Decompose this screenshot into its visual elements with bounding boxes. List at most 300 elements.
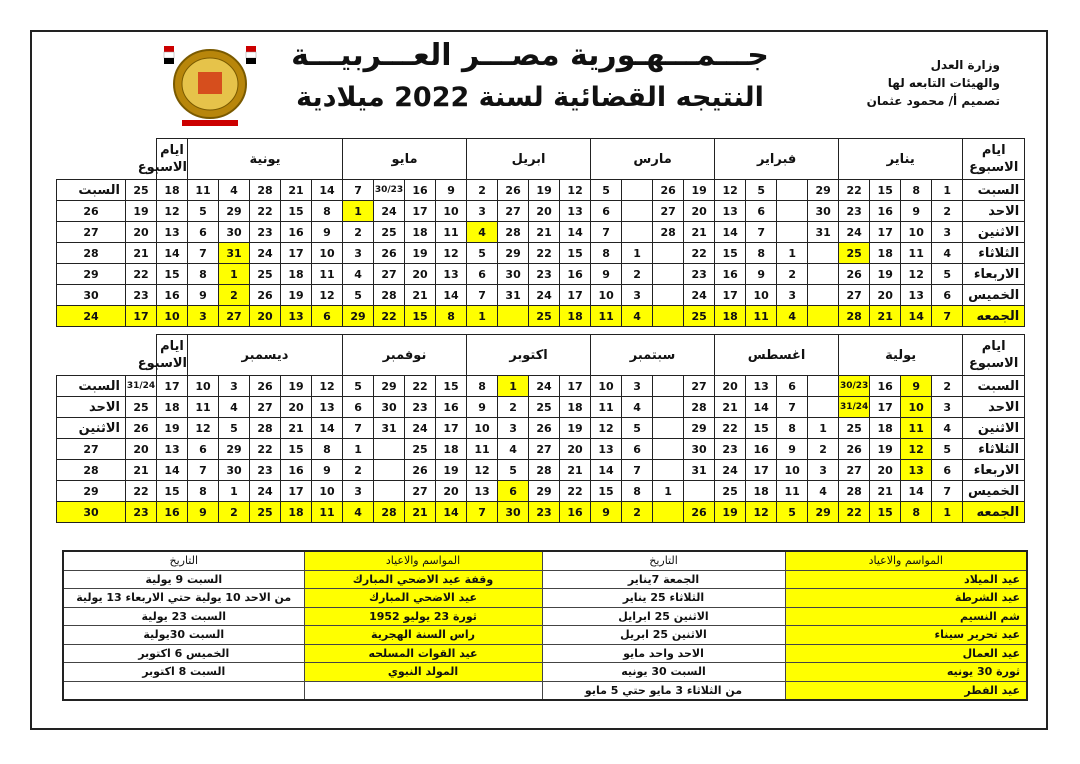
day-cell: 27 (374, 264, 405, 285)
day-cell: 13 (436, 264, 467, 285)
day-cell: 8 (467, 376, 498, 397)
month-header: نوفمبر (343, 335, 467, 376)
day-cell: 9 (591, 502, 622, 523)
calendar-first-half (56, 138, 1025, 327)
day-cell: 27 (405, 481, 436, 502)
day-cell: 21 (560, 460, 591, 481)
day-cell: 11 (591, 397, 622, 418)
day-cell: 15 (405, 306, 436, 327)
date-column-header: التاريخ (542, 551, 785, 570)
day-cell: 1 (498, 376, 529, 397)
day-cell: 20 (436, 481, 467, 502)
day-cell: 7 (343, 418, 374, 439)
day-cell: 18 (746, 481, 777, 502)
day-cell: 3 (622, 285, 653, 306)
day-cell: 11 (901, 418, 932, 439)
day-cell: 12 (591, 418, 622, 439)
day-cell: 22 (250, 439, 281, 460)
day-cell (653, 264, 684, 285)
day-cell: 26 (126, 418, 157, 439)
day-cell: 25 (684, 306, 715, 327)
day-cell: 4 (777, 306, 808, 327)
holidays-table (62, 550, 1028, 701)
day-cell: 23 (126, 285, 157, 306)
day-cell: 1 (932, 180, 963, 201)
day-cell: 4 (622, 306, 653, 327)
day-cell: 26 (250, 376, 281, 397)
day-cell: 24 (250, 481, 281, 502)
day-cell: 19 (281, 376, 312, 397)
day-cell (653, 418, 684, 439)
day-cell (374, 439, 405, 460)
holiday-date: الاثنين 25 ابريل (542, 626, 785, 645)
day-cell: 30 (374, 397, 405, 418)
month-header: سبتمبر (591, 335, 715, 376)
day-cell: 28 (529, 460, 560, 481)
holiday-date: الاثنين 25 ابرايل (542, 607, 785, 626)
day-cell: 26 (839, 439, 870, 460)
day-cell: 11 (591, 306, 622, 327)
holiday-name: عيد الفطر (785, 681, 1027, 700)
holiday-name: عيد الشرطة (785, 589, 1027, 608)
days-header: ايام الاسبوع (963, 139, 1025, 180)
day-cell: 7 (622, 460, 653, 481)
weekday-label: الثلاثاء (963, 243, 1025, 264)
day-cell: 5 (746, 180, 777, 201)
day-cell: 18 (560, 306, 591, 327)
day-cell: 1 (219, 481, 250, 502)
day-cell: 30 (57, 502, 126, 523)
month-header: يونية (188, 139, 343, 180)
day-cell: 1 (777, 243, 808, 264)
day-cell: 9 (312, 460, 343, 481)
month-header: ابريل (467, 139, 591, 180)
publisher-block (867, 56, 1000, 110)
day-cell: 25 (529, 397, 560, 418)
day-cell: 26 (839, 264, 870, 285)
weekday-label: الخميس (963, 481, 1025, 502)
day-cell: 19 (715, 502, 746, 523)
day-cell: 2 (343, 460, 374, 481)
day-cell: 19 (560, 418, 591, 439)
day-cell: 29 (343, 306, 374, 327)
day-cell: 9 (901, 201, 932, 222)
day-cell: 12 (312, 376, 343, 397)
day-cell: 2 (808, 439, 839, 460)
holiday-date: الخميس 6 اكتوبر (63, 644, 304, 663)
day-cell: 30 (219, 222, 250, 243)
day-cell: 14 (591, 460, 622, 481)
weekday-label: الاثنين (963, 418, 1025, 439)
holiday-date: السبت 8 اكتوبر (63, 663, 304, 682)
day-cell: 24 (684, 285, 715, 306)
day-cell (808, 243, 839, 264)
day-cell: 2 (343, 222, 374, 243)
day-cell: 24 (839, 222, 870, 243)
day-cell: 29 (498, 243, 529, 264)
day-cell: 19 (529, 180, 560, 201)
day-cell: 7 (188, 243, 219, 264)
day-cell: 6 (622, 439, 653, 460)
day-cell: 25 (839, 418, 870, 439)
date-column-header: التاريخ (63, 551, 304, 570)
day-cell: 17 (560, 285, 591, 306)
day-cell: 14 (560, 222, 591, 243)
weekday-label: الاحد (963, 201, 1025, 222)
day-cell: 27 (219, 306, 250, 327)
day-cell: 7 (467, 285, 498, 306)
weekday-label: السبت (963, 180, 1025, 201)
day-cell (374, 460, 405, 481)
day-cell: 15 (157, 481, 188, 502)
holiday-name: راس السنة الهجرية (304, 626, 542, 645)
weekday-label: الاحد (963, 397, 1025, 418)
day-cell: 15 (870, 180, 901, 201)
day-cell: 24 (250, 243, 281, 264)
month-header: يناير (839, 139, 963, 180)
holiday-date: السبت 30يولية (63, 626, 304, 645)
day-cell: 6 (312, 306, 343, 327)
designer-credit: تصميم أ/ محمود عثمان (866, 94, 1000, 108)
day-cell: 15 (560, 243, 591, 264)
day-cell: 7 (591, 222, 622, 243)
holiday-date: السبت 9 يولية (63, 570, 304, 589)
day-cell: 27 (498, 201, 529, 222)
day-cell (777, 180, 808, 201)
day-cell: 30 (808, 201, 839, 222)
day-cell: 10 (188, 376, 219, 397)
page-subtitle: النتيجه القضائية لسنة 2022 ميلادية (296, 82, 764, 113)
day-cell: 27 (57, 222, 126, 243)
day-cell: 26 (405, 460, 436, 481)
day-cell: 28 (839, 481, 870, 502)
day-cell: 2 (777, 264, 808, 285)
day-cell: 4 (498, 439, 529, 460)
days-header: ايام الاسبوع (157, 335, 188, 376)
weekday-label: الخميس (963, 285, 1025, 306)
day-cell: 12 (560, 180, 591, 201)
day-cell: 16 (560, 502, 591, 523)
day-cell: 29 (808, 502, 839, 523)
day-cell: 30/23 (839, 376, 870, 397)
day-cell: 3 (343, 243, 374, 264)
holiday-column-header: المواسم والاعياد (785, 551, 1027, 570)
day-cell: 19 (281, 285, 312, 306)
holiday-name: وقفة عيد الاضحي المبارك (304, 570, 542, 589)
day-cell (808, 376, 839, 397)
holiday-name (304, 681, 542, 700)
day-cell (808, 306, 839, 327)
holiday-name: ثورة 30 يونيه (785, 663, 1027, 682)
day-cell: 25 (126, 180, 157, 201)
day-cell: 17 (157, 376, 188, 397)
day-cell: 17 (870, 222, 901, 243)
day-cell: 12 (901, 439, 932, 460)
day-cell: 15 (746, 418, 777, 439)
weekday-label: الجمعه (963, 306, 1025, 327)
month-header: يولية (839, 335, 963, 376)
day-cell: 22 (839, 180, 870, 201)
day-cell: 23 (529, 264, 560, 285)
day-cell: 2 (219, 285, 250, 306)
day-cell: 22 (529, 243, 560, 264)
holiday-name: عيد القوات المسلحه (304, 644, 542, 663)
day-cell: 20 (405, 264, 436, 285)
day-cell: 10 (467, 418, 498, 439)
day-cell: 5 (622, 418, 653, 439)
day-cell: 11 (901, 243, 932, 264)
day-cell: 12 (746, 502, 777, 523)
day-cell: 28 (374, 285, 405, 306)
holiday-name: ثورة 23 يوليو 1952 (304, 607, 542, 626)
day-cell (777, 222, 808, 243)
day-cell: 4 (343, 502, 374, 523)
day-cell (653, 306, 684, 327)
day-cell: 24 (405, 418, 436, 439)
day-cell: 1 (808, 418, 839, 439)
day-cell: 14 (746, 397, 777, 418)
day-cell: 2 (622, 264, 653, 285)
day-cell: 5 (498, 460, 529, 481)
day-cell: 19 (436, 460, 467, 481)
day-cell: 16 (157, 285, 188, 306)
day-cell: 25 (374, 222, 405, 243)
day-cell: 29 (374, 376, 405, 397)
day-cell: 2 (219, 502, 250, 523)
day-cell: 20 (684, 201, 715, 222)
day-cell: 21 (281, 180, 312, 201)
day-cell (653, 285, 684, 306)
day-cell (808, 397, 839, 418)
weekday-label: السبت (57, 376, 126, 397)
day-cell: 8 (901, 180, 932, 201)
day-cell: 2 (498, 397, 529, 418)
day-cell: 12 (436, 243, 467, 264)
day-cell: 6 (591, 201, 622, 222)
day-cell: 16 (870, 201, 901, 222)
day-cell: 9 (901, 376, 932, 397)
day-cell: 11 (188, 397, 219, 418)
weekday-label: الاثنين (57, 418, 126, 439)
day-cell: 24 (715, 460, 746, 481)
day-cell: 8 (188, 264, 219, 285)
day-cell: 2 (932, 201, 963, 222)
day-cell: 12 (188, 418, 219, 439)
day-cell: 16 (560, 264, 591, 285)
day-cell (653, 376, 684, 397)
day-cell: 20 (281, 397, 312, 418)
day-cell: 30 (684, 439, 715, 460)
day-cell: 31 (498, 285, 529, 306)
day-cell: 28 (57, 243, 126, 264)
day-cell: 10 (777, 460, 808, 481)
day-cell (374, 481, 405, 502)
day-cell: 14 (157, 243, 188, 264)
day-cell: 25 (405, 439, 436, 460)
weekday-label: السبت (963, 376, 1025, 397)
day-cell: 13 (591, 439, 622, 460)
day-cell: 20 (126, 439, 157, 460)
day-cell: 1 (467, 306, 498, 327)
day-cell: 17 (436, 418, 467, 439)
day-cell: 11 (312, 502, 343, 523)
day-cell (653, 502, 684, 523)
day-cell: 2 (932, 376, 963, 397)
day-cell: 16 (157, 502, 188, 523)
day-cell: 17 (746, 460, 777, 481)
day-cell: 13 (746, 376, 777, 397)
day-cell (684, 481, 715, 502)
day-cell: 14 (901, 306, 932, 327)
day-cell: 22 (405, 376, 436, 397)
day-cell: 31/24 (839, 397, 870, 418)
day-cell: 25 (715, 481, 746, 502)
holiday-name: المولد النبوي (304, 663, 542, 682)
day-cell: 22 (560, 481, 591, 502)
day-cell: 18 (405, 222, 436, 243)
day-cell: 23 (715, 439, 746, 460)
day-cell: 4 (343, 264, 374, 285)
day-cell: 27 (529, 439, 560, 460)
day-cell: 6 (498, 481, 529, 502)
day-cell: 1 (653, 481, 684, 502)
day-cell: 13 (560, 201, 591, 222)
day-cell: 3 (343, 481, 374, 502)
page-title: جـــمـــهـورية مصـــر العـــربيـــة (291, 38, 769, 73)
day-cell: 28 (653, 222, 684, 243)
day-cell: 26 (653, 180, 684, 201)
day-cell: 10 (436, 201, 467, 222)
day-cell: 23 (839, 201, 870, 222)
day-cell: 20 (126, 222, 157, 243)
day-cell: 17 (405, 201, 436, 222)
day-cell: 26 (57, 201, 126, 222)
day-cell: 21 (405, 285, 436, 306)
day-cell: 10 (746, 285, 777, 306)
day-cell: 10 (591, 376, 622, 397)
day-cell: 23 (126, 502, 157, 523)
day-cell: 30/23 (374, 180, 405, 201)
day-cell: 10 (591, 285, 622, 306)
day-cell: 27 (653, 201, 684, 222)
day-cell: 11 (436, 222, 467, 243)
day-cell: 9 (467, 397, 498, 418)
day-cell: 10 (312, 481, 343, 502)
day-cell: 28 (839, 306, 870, 327)
day-cell: 11 (188, 180, 219, 201)
day-cell (808, 285, 839, 306)
holiday-date: الاحد واحد مايو (542, 644, 785, 663)
day-cell: 21 (126, 460, 157, 481)
day-cell: 28 (498, 222, 529, 243)
day-cell: 10 (901, 397, 932, 418)
day-cell: 21 (715, 397, 746, 418)
day-cell: 27 (684, 376, 715, 397)
day-cell: 31 (219, 243, 250, 264)
day-cell: 6 (777, 376, 808, 397)
day-cell: 10 (312, 243, 343, 264)
day-cell: 9 (312, 222, 343, 243)
day-cell: 3 (932, 222, 963, 243)
holiday-date (63, 681, 304, 700)
day-cell: 28 (684, 397, 715, 418)
day-cell: 23 (405, 397, 436, 418)
day-cell: 18 (281, 264, 312, 285)
day-cell: 9 (436, 180, 467, 201)
day-cell: 29 (529, 481, 560, 502)
day-cell: 28 (57, 460, 126, 481)
day-cell: 13 (157, 439, 188, 460)
day-cell: 30 (219, 460, 250, 481)
day-cell: 15 (281, 439, 312, 460)
day-cell: 16 (715, 264, 746, 285)
day-cell: 14 (436, 285, 467, 306)
day-cell: 8 (188, 481, 219, 502)
day-cell: 19 (126, 201, 157, 222)
day-cell: 21 (870, 481, 901, 502)
day-cell: 8 (901, 502, 932, 523)
day-cell: 13 (312, 397, 343, 418)
day-cell: 14 (157, 460, 188, 481)
day-cell: 23 (684, 264, 715, 285)
day-cell: 19 (157, 418, 188, 439)
day-cell: 3 (808, 460, 839, 481)
day-cell: 30 (57, 285, 126, 306)
day-cell (622, 180, 653, 201)
day-cell: 11 (312, 264, 343, 285)
day-cell: 26 (529, 418, 560, 439)
day-cell: 30 (498, 264, 529, 285)
day-cell: 4 (932, 418, 963, 439)
day-cell: 5 (343, 376, 374, 397)
day-cell: 13 (901, 460, 932, 481)
day-cell (808, 264, 839, 285)
day-cell: 18 (157, 180, 188, 201)
weekday-label: الثلاثاء (963, 439, 1025, 460)
holiday-date: الثلاثاء 25 يناير (542, 589, 785, 608)
day-cell (653, 460, 684, 481)
days-header: ايام الاسبوع (157, 139, 188, 180)
weekday-label: الاربعاء (963, 264, 1025, 285)
day-cell: 8 (622, 481, 653, 502)
day-cell: 21 (281, 418, 312, 439)
day-cell: 6 (188, 222, 219, 243)
day-cell: 1 (343, 439, 374, 460)
day-cell: 3 (467, 201, 498, 222)
day-cell: 15 (157, 264, 188, 285)
day-cell: 8 (591, 243, 622, 264)
day-cell: 6 (932, 460, 963, 481)
day-cell: 28 (250, 180, 281, 201)
day-cell: 22 (126, 481, 157, 502)
day-cell: 29 (219, 439, 250, 460)
day-cell: 18 (157, 397, 188, 418)
day-cell (653, 397, 684, 418)
day-cell: 6 (188, 439, 219, 460)
day-cell: 21 (870, 306, 901, 327)
day-cell: 18 (560, 397, 591, 418)
day-cell: 12 (467, 460, 498, 481)
holiday-name: شم النسيم (785, 607, 1027, 626)
day-cell: 2 (467, 180, 498, 201)
day-cell: 9 (746, 264, 777, 285)
day-cell (777, 201, 808, 222)
day-cell: 4 (808, 481, 839, 502)
day-cell: 21 (405, 502, 436, 523)
day-cell: 14 (436, 502, 467, 523)
day-cell: 8 (312, 201, 343, 222)
day-cell: 23 (529, 502, 560, 523)
